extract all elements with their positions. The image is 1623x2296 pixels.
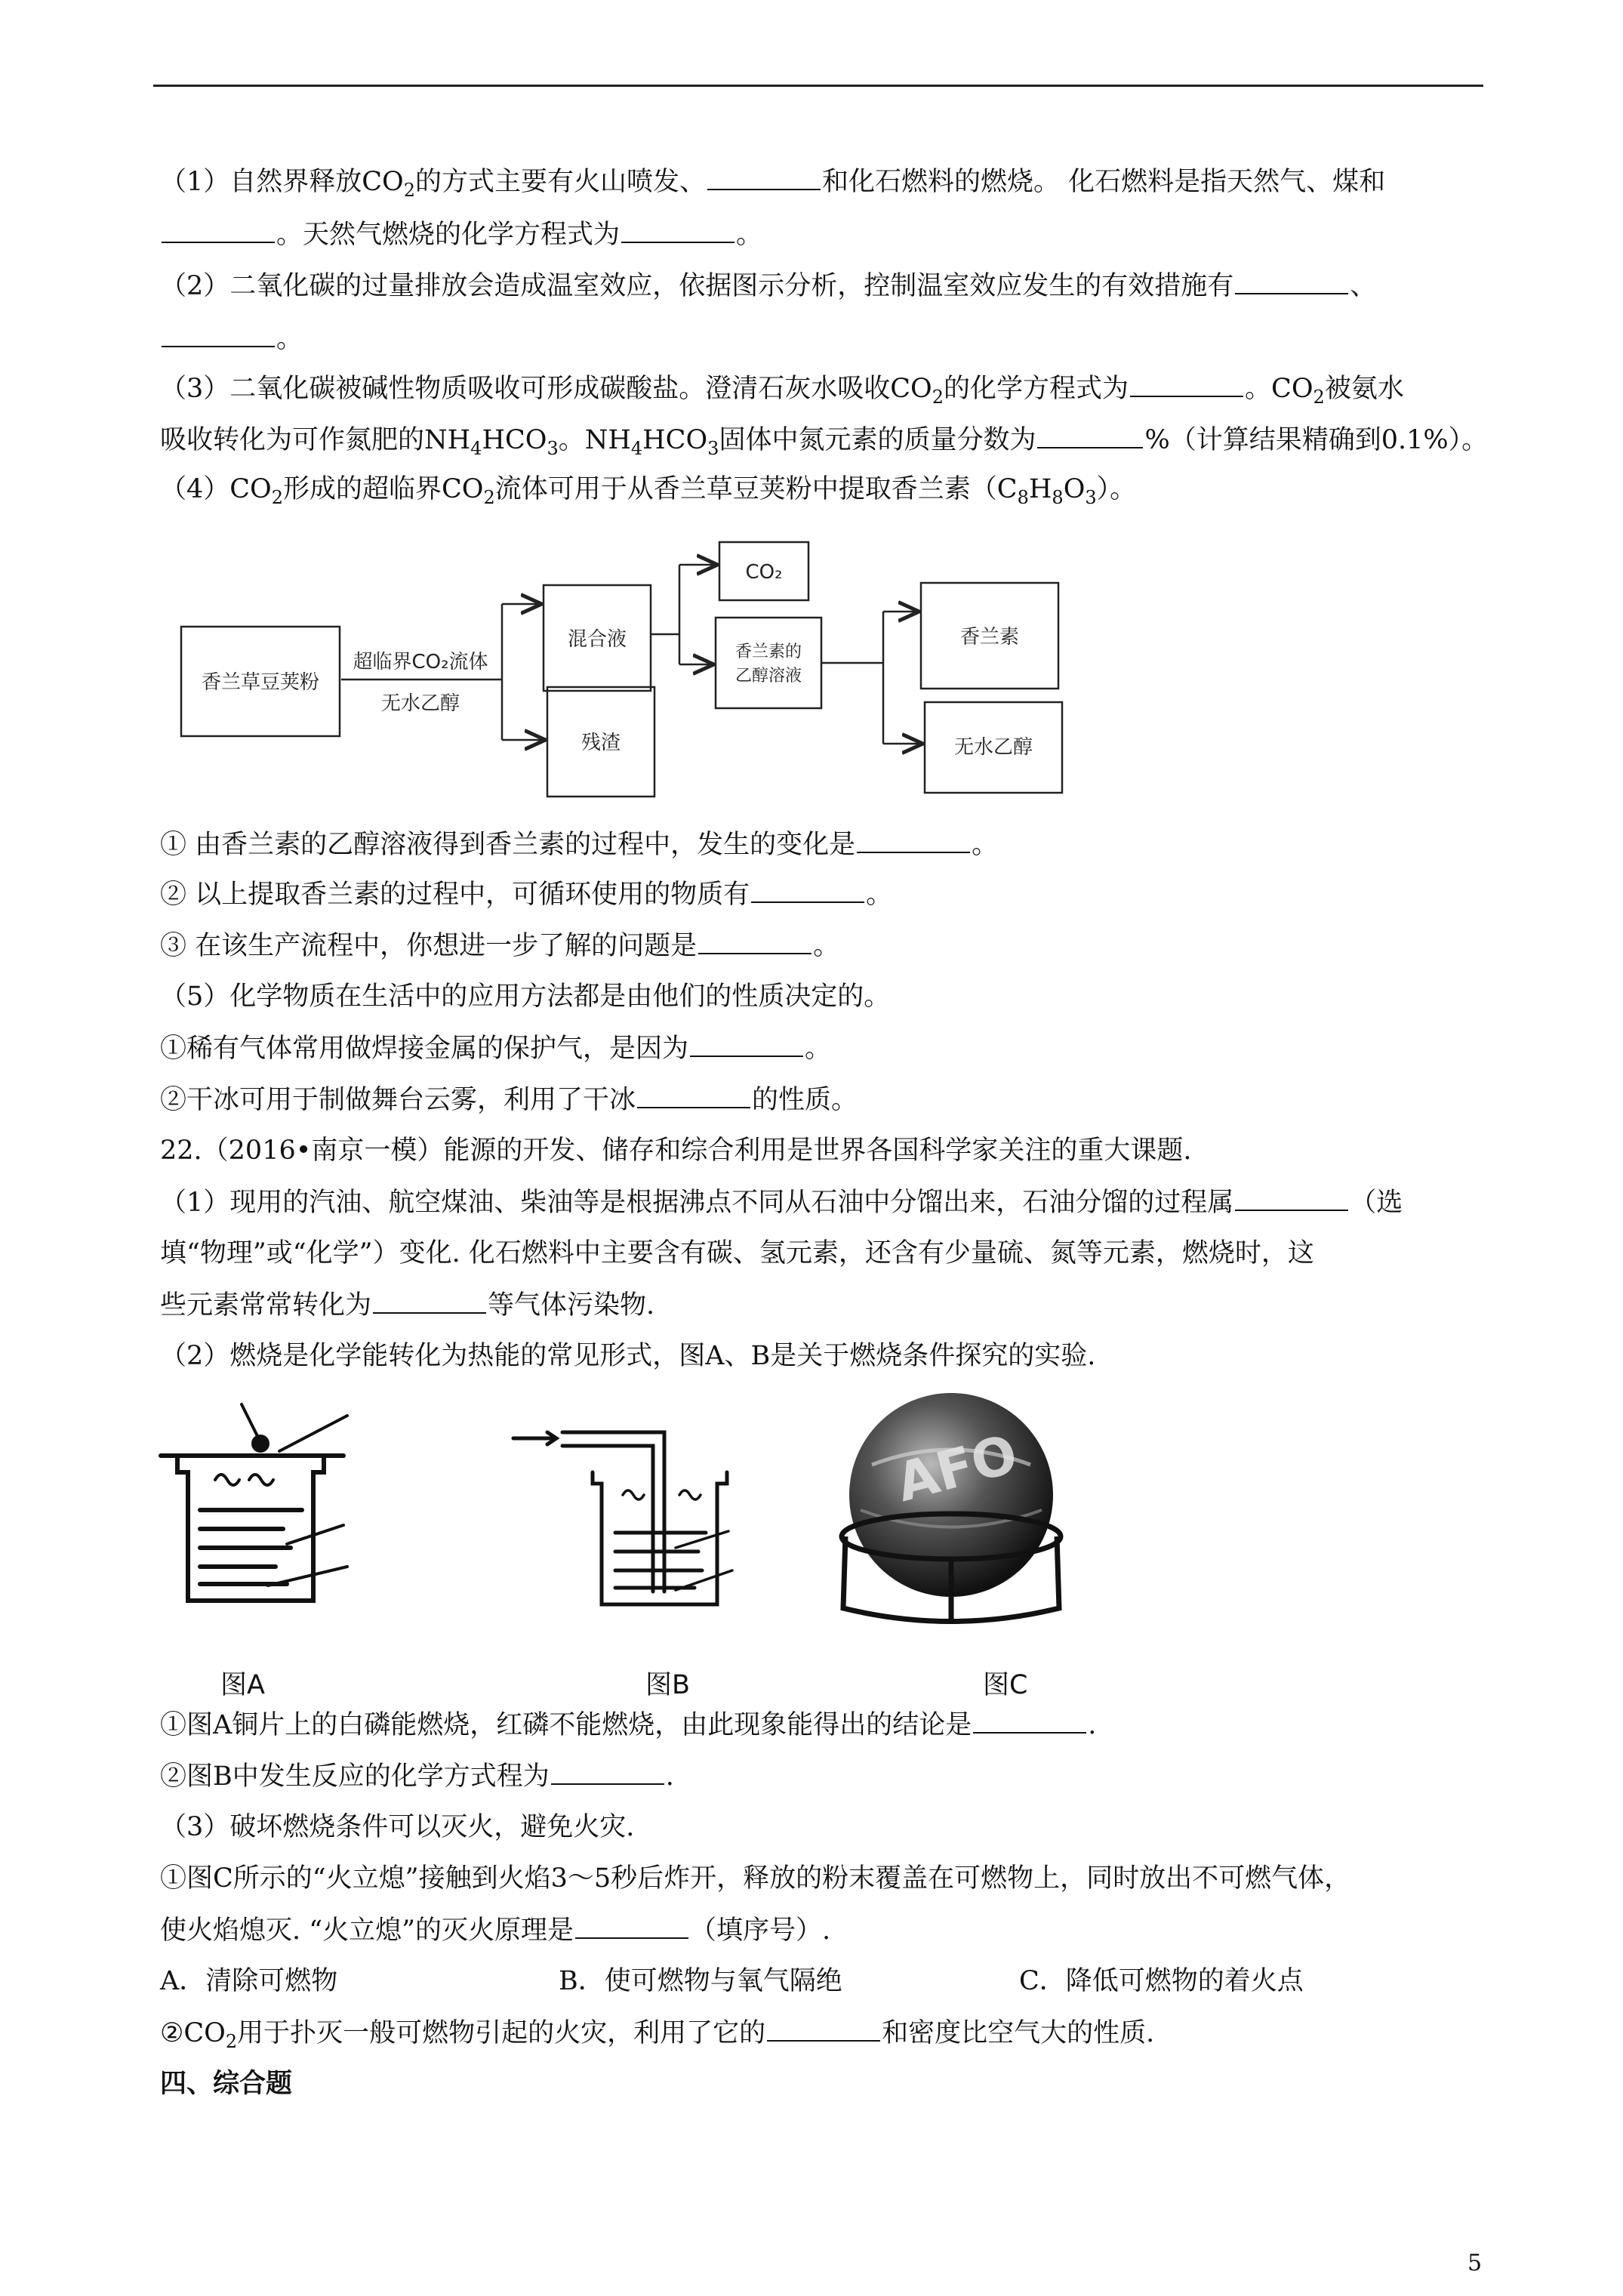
answer-blank[interactable] bbox=[857, 826, 970, 853]
flow-mix-label: 混合液 bbox=[567, 628, 627, 651]
option-a[interactable]: A．清除可燃物 bbox=[160, 1966, 338, 1996]
q5-line: （5）化学物质在生活中的应用方法都是由他们的性质决定的。 bbox=[160, 982, 891, 1012]
flow-co2-label: CO₂ bbox=[745, 561, 783, 584]
q4-line: $(4)CO_2$形成的超临界$CO_2$流体可用于从香兰草豆荚粉中提取香兰素$(C_8H_8O_3)$。 bbox=[160, 474, 1137, 508]
answer-blank[interactable] bbox=[973, 1706, 1086, 1734]
q22-2-line: （2）燃烧是化学能转化为热能的常见形式，图A、B是关于燃烧条件探究的实验. bbox=[160, 1341, 1096, 1371]
figure-c bbox=[827, 1382, 1076, 1653]
answer-blank[interactable] bbox=[1037, 421, 1143, 448]
flow-solution-label-2: 乙醇溶液 bbox=[735, 667, 802, 686]
answer-blank[interactable] bbox=[162, 216, 275, 243]
answer-blank[interactable] bbox=[690, 1030, 803, 1057]
flow-arrow-top-label: 超临界CO₂流体 bbox=[353, 651, 488, 673]
flow-residue-label: 残渣 bbox=[581, 732, 621, 754]
box-solution bbox=[716, 618, 821, 708]
answer-blank[interactable] bbox=[707, 163, 821, 190]
q22-title: 22.（2016•南京一模）能源的开发、储存和综合利用是世界各国科学家关注的重大课题. bbox=[160, 1136, 1192, 1166]
q1-line-1: （1）自然界释放$CO_2$的方式主要有火山喷发、 和化石燃料的燃烧。 化石燃料是指天然气、煤和 bbox=[160, 163, 1481, 200]
flow-ethanol-label: 无水乙醇 bbox=[953, 736, 1033, 759]
q4-sub-2: ② 以上提取香兰素的过程中，可循环使用的物质有 。 bbox=[160, 876, 1481, 913]
answer-blank[interactable] bbox=[1130, 370, 1243, 397]
answer-blank[interactable] bbox=[637, 1081, 750, 1108]
section-heading: 四、综合题 bbox=[160, 2068, 293, 2099]
beaker-b-icon bbox=[513, 1432, 732, 1604]
flow-start-label: 香兰草豆荚粉 bbox=[201, 671, 320, 694]
white-phosphorus-icon bbox=[251, 1435, 269, 1453]
q4-sub-1: ① 由香兰素的乙醇溶液得到香兰素的过程中，发生的变化是 。 bbox=[160, 826, 1481, 863]
q5-sub-1: ①稀有气体常用做焊接金属的保护气，是因为 。 bbox=[160, 1030, 1481, 1067]
q22-2-sub-2: ②图B中发生反应的化学方式程为 . bbox=[160, 1758, 1481, 1795]
answer-blank[interactable] bbox=[162, 320, 275, 347]
figure-c-label: 图C bbox=[983, 1670, 1028, 1700]
answer-blank[interactable] bbox=[373, 1287, 486, 1314]
beaker-a-icon bbox=[161, 1404, 347, 1601]
q4-sub-3: ③ 在该生产流程中，你想进一步了解的问题是 。 bbox=[160, 927, 1481, 964]
q22-3-sub-2: $②CO_2$用于扑灭一般可燃物引起的火灾，利用了它的 和密度比空气大的性质. bbox=[160, 2014, 1481, 2051]
q22-3-sub-1-line-2: 使火焰熄灭. “火立熄”的灭火原理是 （填序号）. bbox=[160, 1912, 1481, 1949]
answer-blank[interactable] bbox=[751, 876, 864, 903]
flow-solution-label-1: 香兰素的 bbox=[735, 643, 802, 661]
vanillin-flowchart bbox=[166, 529, 1117, 800]
q22-2-sub-1: ①图A铜片上的白磷能燃烧，红磷不能燃烧，由此现象能得出的结论是 . bbox=[160, 1706, 1481, 1743]
q22-1-line-1: （1）现用的汽油、航空煤油、柴油等是根据沸点不同从石油中分馏出来，石油分馏的过程属 （选 bbox=[160, 1184, 1481, 1221]
option-b[interactable]: B．使可燃物与氧气隔绝 bbox=[559, 1966, 842, 1996]
answer-blank[interactable] bbox=[698, 927, 812, 954]
answer-blank[interactable] bbox=[551, 1758, 664, 1785]
header-rule bbox=[153, 85, 1483, 87]
q22-1-line-2: 填“物理”或“化学”）变化. 化石燃料中主要含有碳、氢元素，还含有少量硫、氮等元素，燃烧时，这 bbox=[160, 1238, 1314, 1268]
q22-3-line: （3）破坏燃烧条件可以灭火，避免火灾. bbox=[160, 1812, 635, 1842]
answer-blank[interactable] bbox=[621, 216, 735, 243]
figure-a-label: 图A bbox=[220, 1670, 265, 1700]
flow-vanillin-label: 香兰素 bbox=[959, 626, 1020, 649]
q2-line-2: 。 bbox=[160, 320, 1481, 357]
q3-line-1: （3）二氧化碳被碱性物质吸收可形成碳酸盐。澄清石灰水吸收$CO_2$的化学方程式为 。$CO_2$被氨水 bbox=[160, 370, 1481, 407]
answer-blank[interactable] bbox=[575, 1912, 688, 1939]
q3-line-2: 吸收转化为可作氮肥的$NH_4HCO_3$。$NH_4HCO_3$固体中氮元素的质量分数为 %（计算结果精确到0.1%）。 bbox=[160, 421, 1481, 458]
page-number: 5 bbox=[1467, 2250, 1483, 2276]
figure-a bbox=[155, 1397, 351, 1646]
answer-blank[interactable] bbox=[767, 2014, 880, 2042]
option-c[interactable]: C．降低可燃物的着火点 bbox=[1019, 1966, 1304, 1996]
q22-1-line-3: 些元素常常转化为 等气体污染物. bbox=[160, 1287, 1481, 1324]
q5-sub-2: ②干冰可用于制做舞台云雾，利用了干冰 的性质。 bbox=[160, 1081, 1481, 1118]
figure-b-label: 图B bbox=[645, 1670, 691, 1700]
flow-arrow-bottom-label: 无水乙醇 bbox=[380, 692, 460, 715]
ball-logo-text: AFO bbox=[889, 1422, 1024, 1515]
answer-blank[interactable] bbox=[1235, 267, 1348, 294]
q22-3-sub-1-line-1: ①图C所示的“火立熄”接触到火焰3～5秒后炸开，释放的粉末覆盖在可燃物上，同时放出不可燃气体， bbox=[160, 1863, 1351, 1894]
figure-b bbox=[502, 1412, 744, 1638]
q2-line-1: （2）二氧化碳的过量排放会造成温室效应，依据图示分析，控制温室效应发生的有效措施有 、 bbox=[160, 267, 1481, 304]
answer-blank[interactable] bbox=[1235, 1184, 1348, 1211]
q1-line-2: 。天然气燃烧的化学方程式为 。 bbox=[160, 216, 1481, 253]
